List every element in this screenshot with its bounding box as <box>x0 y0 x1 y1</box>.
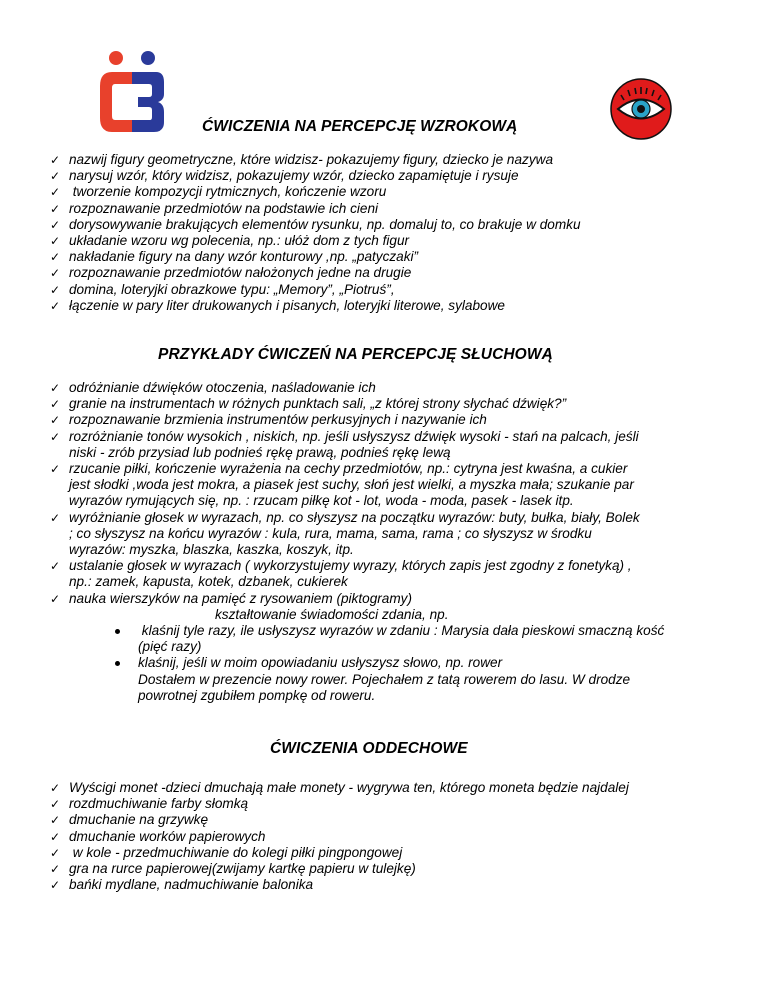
checkmark-icon: ✓ <box>50 797 61 812</box>
checkmark-icon: ✓ <box>50 781 61 795</box>
bullet-icon <box>115 661 120 666</box>
list-item: ✓ gra na rurce papierowej(zwijamy kartkę papieru w tulejkę) <box>50 861 416 877</box>
list-item: ✓ bańki mydlane, nadmuchiwanie balonika <box>50 877 314 893</box>
checkmark-icon: ✓ <box>50 282 61 297</box>
checkmark-icon: ✓ <box>50 862 61 877</box>
list-item: ✓ wyróżnianie głosek w wyrazach, np. co słyszysz na początku wyrazów: buty, bułka, biały, Bolek ; co słyszysz na końcu wyrazów : kula, rura, mama, sama, rama ; co słyszysz w środku wyrazów: myszka, blaszka, kaszka, koszyk, itp. <box>50 509 640 558</box>
list-item: ✓ ustalanie głosek w wyrazach ( wykorzystujemy wyrazy, których zapis jest zgodny z fonetyką) , np.: zamek, kapusta, kotek, dzbanek, cukierek <box>50 558 632 590</box>
checkmark-icon: ✓ <box>50 185 61 200</box>
list-item: ✓ dorysowywanie brakujących elementów rysunku, np. domaluj to, co brakuje w domku <box>50 216 581 232</box>
bullet-list <box>69 623 709 704</box>
bullet-icon <box>115 629 120 634</box>
checkmark-icon: ✓ <box>50 591 61 606</box>
checkmark-icon: ✓ <box>50 813 61 828</box>
section-heading-visual: ĆWICZENIA NA PERCEPCJĘ WZROKOWĄ <box>202 118 518 135</box>
list-item: ✓ domina, loteryjki obrazkowe typu: „Memory”, „Piotruś”, <box>50 281 395 297</box>
list-item: ✓ dmuchanie worków papierowych <box>50 828 266 844</box>
breathing-exercises-list <box>0 780 709 893</box>
list-item: ✓ układanie wzoru wg polecenia, np.: ułóż dom z tych figur <box>50 233 410 249</box>
checkmark-icon: ✓ <box>50 169 61 184</box>
checkmark-icon: ✓ <box>50 217 61 232</box>
checkmark-icon: ✓ <box>50 381 61 395</box>
auditory-exercises-list <box>0 380 709 704</box>
visual-exercises-list <box>0 152 709 314</box>
checkmark-icon: ✓ <box>50 559 61 574</box>
bullet-item: klaśnij tyle razy, ile usłyszysz wyrazów w zdaniu : Marysia dała pieskowi smaczną kość (pięć razy) <box>43 623 709 655</box>
list-item: ✓ odróżnianie dźwięków otoczenia, naśladowanie ich <box>50 380 376 395</box>
list-item: ✓ nakładanie figury na dany wzór konturowy ,np. „patyczaki” <box>50 249 419 265</box>
list-item: ✓ rozróżnianie tonów wysokich , niskich, np. jeśli usłyszysz dźwięk wysoki - stań na palcach, jeśli niski - zrób przysiad lub podnieś rękę prawą, podnieś rękę lewą <box>50 428 639 460</box>
list-item: ✓ rozpoznawanie przedmiotów na podstawie ich cieni <box>50 200 379 216</box>
checkmark-icon: ✓ <box>50 462 61 477</box>
logo-icon <box>98 50 166 134</box>
checkmark-icon: ✓ <box>50 153 61 167</box>
list-item: ✓ rzucanie piłki, kończenie wyrażenia na cechy przedmiotów, np.: cytryna jest kwaśna, a cukier jest słodki ,woda jest mokra, a piasek jest suchy, słoń jest wielki, a myszka mała; szukanie par wyrazów rymujących się, np. : rzucam piłkę kot - lot, woda - moda, pasek - lasek itp. <box>50 461 634 509</box>
eye-icon <box>610 78 672 140</box>
list-item: ✓ Wyścigi monet -dzieci dmuchają małe monety - wygrywa ten, którego moneta będzie najdalej <box>50 780 629 795</box>
checkmark-icon: ✓ <box>50 510 61 525</box>
section-heading-auditory: PRZYKŁADY ĆWICZEŃ NA PERCEPCJĘ SŁUCHOWĄ <box>158 346 553 363</box>
list-item: ✓ nazwij figury geometryczne, które widzisz- pokazujemy figury, dziecko je nazywa <box>50 152 554 167</box>
checkmark-icon: ✓ <box>50 413 61 428</box>
bullet-item: klaśnij, jeśli w moim opowiadaniu usłyszysz słowo, np. rower Dostałem w prezencie nowy rower. Pojechałem z tatą rowerem do lasu. W drodze powrotnej zgubiłem pompkę od roweru. <box>43 655 709 704</box>
checkmark-icon: ✓ <box>50 429 61 444</box>
checkmark-icon: ✓ <box>50 397 61 412</box>
list-item: ✓ w kole - przedmuchiwanie do kolegi piłki pingpongowej <box>50 844 403 860</box>
list-item: ✓ nauka wierszyków na pamięć z rysowaniem (piktogramy) kształtowanie świadomości zdania, np. klaśnij tyle razy, ile usłyszysz wyrazów w zdaniu : Marysia dała pieskowi smaczną kość (pięć razy) klaśnij, jeśli w moim opowiadaniu usłyszysz słowo, np. rower Dostałem w prezencie nowy rower. Pojechałem z tatą rowerem do lasu. W drodze powrotnej zgubiłem pompkę od roweru. <box>0 591 709 704</box>
checkmark-icon: ✓ <box>50 845 61 860</box>
list-item: ✓ granie na instrumentach w różnych punktach sali, „z której strony słychać dźwięk?” <box>50 396 567 412</box>
list-item: ✓ dmuchanie na grzywkę <box>50 812 209 828</box>
subline-text: kształtowanie świadomości zdania, np. <box>215 606 449 622</box>
list-item: ✓ rozdmuchiwanie farby słomką <box>50 796 249 812</box>
checkmark-icon: ✓ <box>50 878 61 893</box>
checkmark-icon: ✓ <box>50 201 61 216</box>
checkmark-icon: ✓ <box>50 266 61 281</box>
section-heading-breathing: ĆWICZENIA ODDECHOWE <box>270 740 468 757</box>
list-item: ✓ rozpoznawanie przedmiotów nałożonych jedne na drugie <box>50 265 412 281</box>
list-item: ✓ narysuj wzór, który widzisz, pokazujemy wzór, dziecko zapamiętuje i rysuje <box>50 168 519 184</box>
checkmark-icon: ✓ <box>50 829 61 844</box>
list-item: ✓ rozpoznawanie brzmienia instrumentów perkusyjnych i nazywanie ich <box>50 412 487 428</box>
list-item: ✓ łączenie w pary liter drukowanych i pisanych, loteryjki literowe, sylabowe <box>50 297 505 313</box>
checkmark-icon: ✓ <box>50 250 61 265</box>
checkmark-icon: ✓ <box>50 234 61 249</box>
checkmark-icon: ✓ <box>50 298 61 313</box>
list-item: ✓ tworzenie kompozycji rytmicznych, kończenie wzoru <box>50 184 387 200</box>
